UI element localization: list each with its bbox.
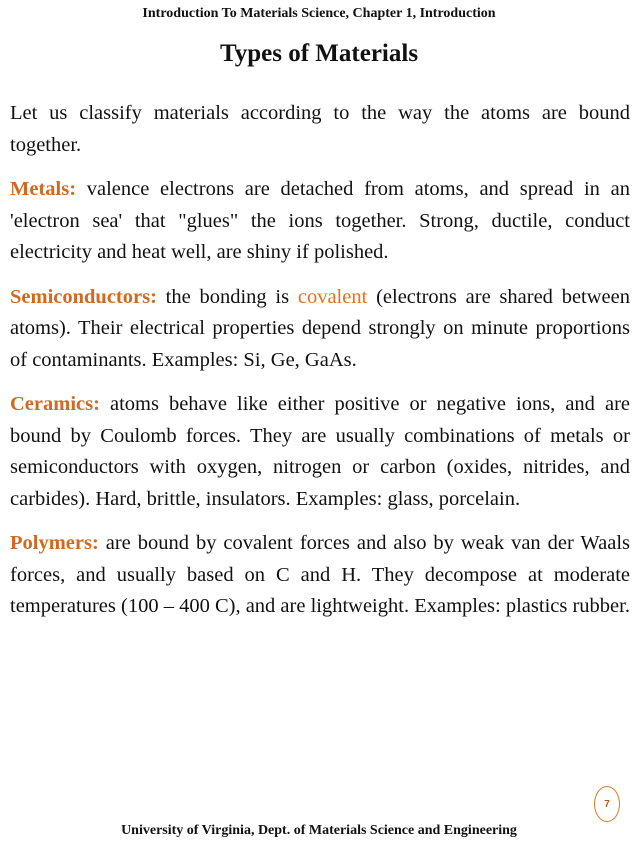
covalent-highlight: covalent [297,285,368,308]
ceramics-term: Ceramics: [10,393,100,415]
semiconductors-paragraph [10,282,630,377]
polymers-term: Polymers: [10,532,99,554]
page-title: Types of Materials [219,40,419,67]
polymers-paragraph [10,528,630,623]
metals-term: Metals: [10,178,77,200]
body-text [10,98,630,636]
intro-paragraph: Let us classify materials according to the way the atoms are bound together. [10,102,630,156]
semiconductors-term: Semiconductors: [10,285,157,308]
semiconductors-text-after: (electrons are shared between atoms). Their electrical properties depend strongly on minute proportions of contaminants. Examples: Si, Ge, GaAs. [10,285,630,371]
metals-paragraph [10,174,630,269]
ceramics-text: atoms behave like either positive or negative ions, and are bound by Coulomb forces. They are usually combinations of metals or semiconductors with oxygen, nitrogen or carbon (oxides, nitrides, and carbides). Hard, brittle, insulators. Examples: glass, porcelain. [10,393,630,510]
page-number-badge: 7 [594,786,620,822]
running-header: Introduction To Materials Science, Chapter 1, Introduction [142,6,496,21]
ceramics-paragraph [10,389,630,515]
metals-text: valence electrons are detached from atoms, and spread in an 'electron sea' that "glues" the ions together. Strong, ductile, conduct electricity and heat well, are shiny if polished. [10,178,630,263]
semiconductors-text-before: the bonding is [156,285,298,308]
running-footer: University of Virginia, Dept. of Materials Science and Engineering [121,823,517,838]
polymers-text: are bound by covalent forces and also by weak van der Waals forces, and usually based on C and H. They decompose at moderate temperatures (100 – 400 C), and are lightweight. Examples: plastics rubber. [10,532,630,617]
